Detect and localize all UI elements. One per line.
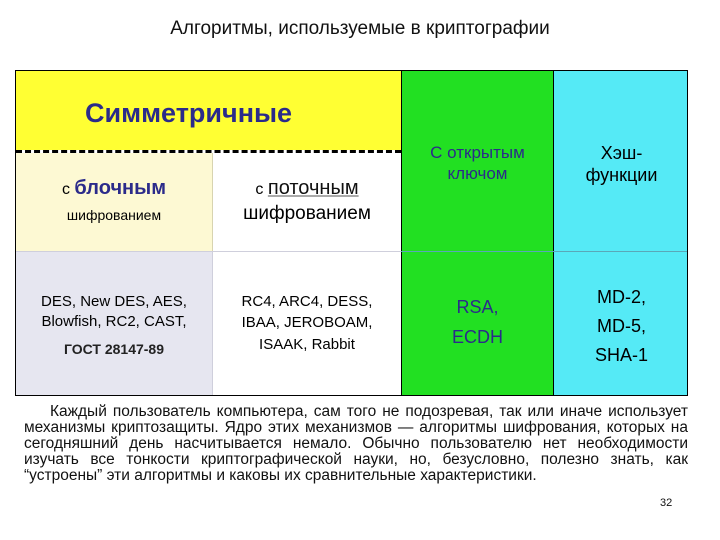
algorithms-table (15, 70, 688, 396)
public-key-alg-2: ECDH (451, 327, 503, 347)
stream-alg-line1: RC4, ARC4, DESS, (241, 293, 373, 310)
stream-alg-line3: ISAAK, Rabbit (259, 336, 355, 353)
symmetric-heading: Симметричные (85, 98, 293, 128)
stream-algorithms-cell (213, 251, 401, 395)
public-key-heading-1: С открытым (430, 143, 525, 162)
block-alg-line2: Blowfish, RC2, CAST, (41, 313, 187, 330)
symmetric-header (16, 71, 401, 150)
block-alg-line3: ГОСТ 28147-89 (63, 341, 164, 357)
description-paragraph: Каждый пользователь компьютера, сам того не подозревая, так или иначе использует механизмы криптозащиты. Ядро этих механизмов — алгоритмы шифрования, которых на сегодняшний день насчитывается немало. Обычно пользователю нет необходимости изучать все тонкости криптографической науки, но, безусловно, полезно знать, как “устроены” эти алгоритмы и каковы их сравнительные характеристики. (24, 403, 688, 484)
stream-sub: шифрованием (243, 203, 371, 224)
block-cipher-cell (16, 153, 213, 251)
row-divider (401, 251, 688, 252)
stream-alg-line2: IBAA, JEROBOAM, (241, 314, 373, 331)
public-key-column (401, 71, 554, 396)
block-alg-line1: DES, New DES, AES, (41, 293, 187, 310)
stream-prefix: с (255, 181, 264, 198)
public-key-heading-2: ключом (447, 164, 508, 183)
page-number: 32 (660, 497, 673, 509)
block-main: блочным (74, 177, 167, 199)
hash-heading-1: Хэш- (600, 143, 643, 163)
slide-title: Алгоритмы, используемые в криптографии (170, 18, 550, 39)
hash-alg-2: MD-5, (597, 316, 646, 336)
hash-functions-column (554, 71, 688, 396)
stream-main: поточным (267, 177, 359, 199)
block-prefix: с (61, 181, 70, 198)
block-sub: шифрованием (66, 207, 162, 223)
hash-alg-1: MD-2, (597, 287, 646, 307)
stream-cipher-cell (213, 153, 401, 251)
hash-heading-2: функции (585, 165, 658, 185)
block-algorithms-cell (16, 251, 213, 395)
hash-alg-3: SHA-1 (594, 345, 648, 365)
public-key-alg-1: RSA, (456, 297, 499, 317)
